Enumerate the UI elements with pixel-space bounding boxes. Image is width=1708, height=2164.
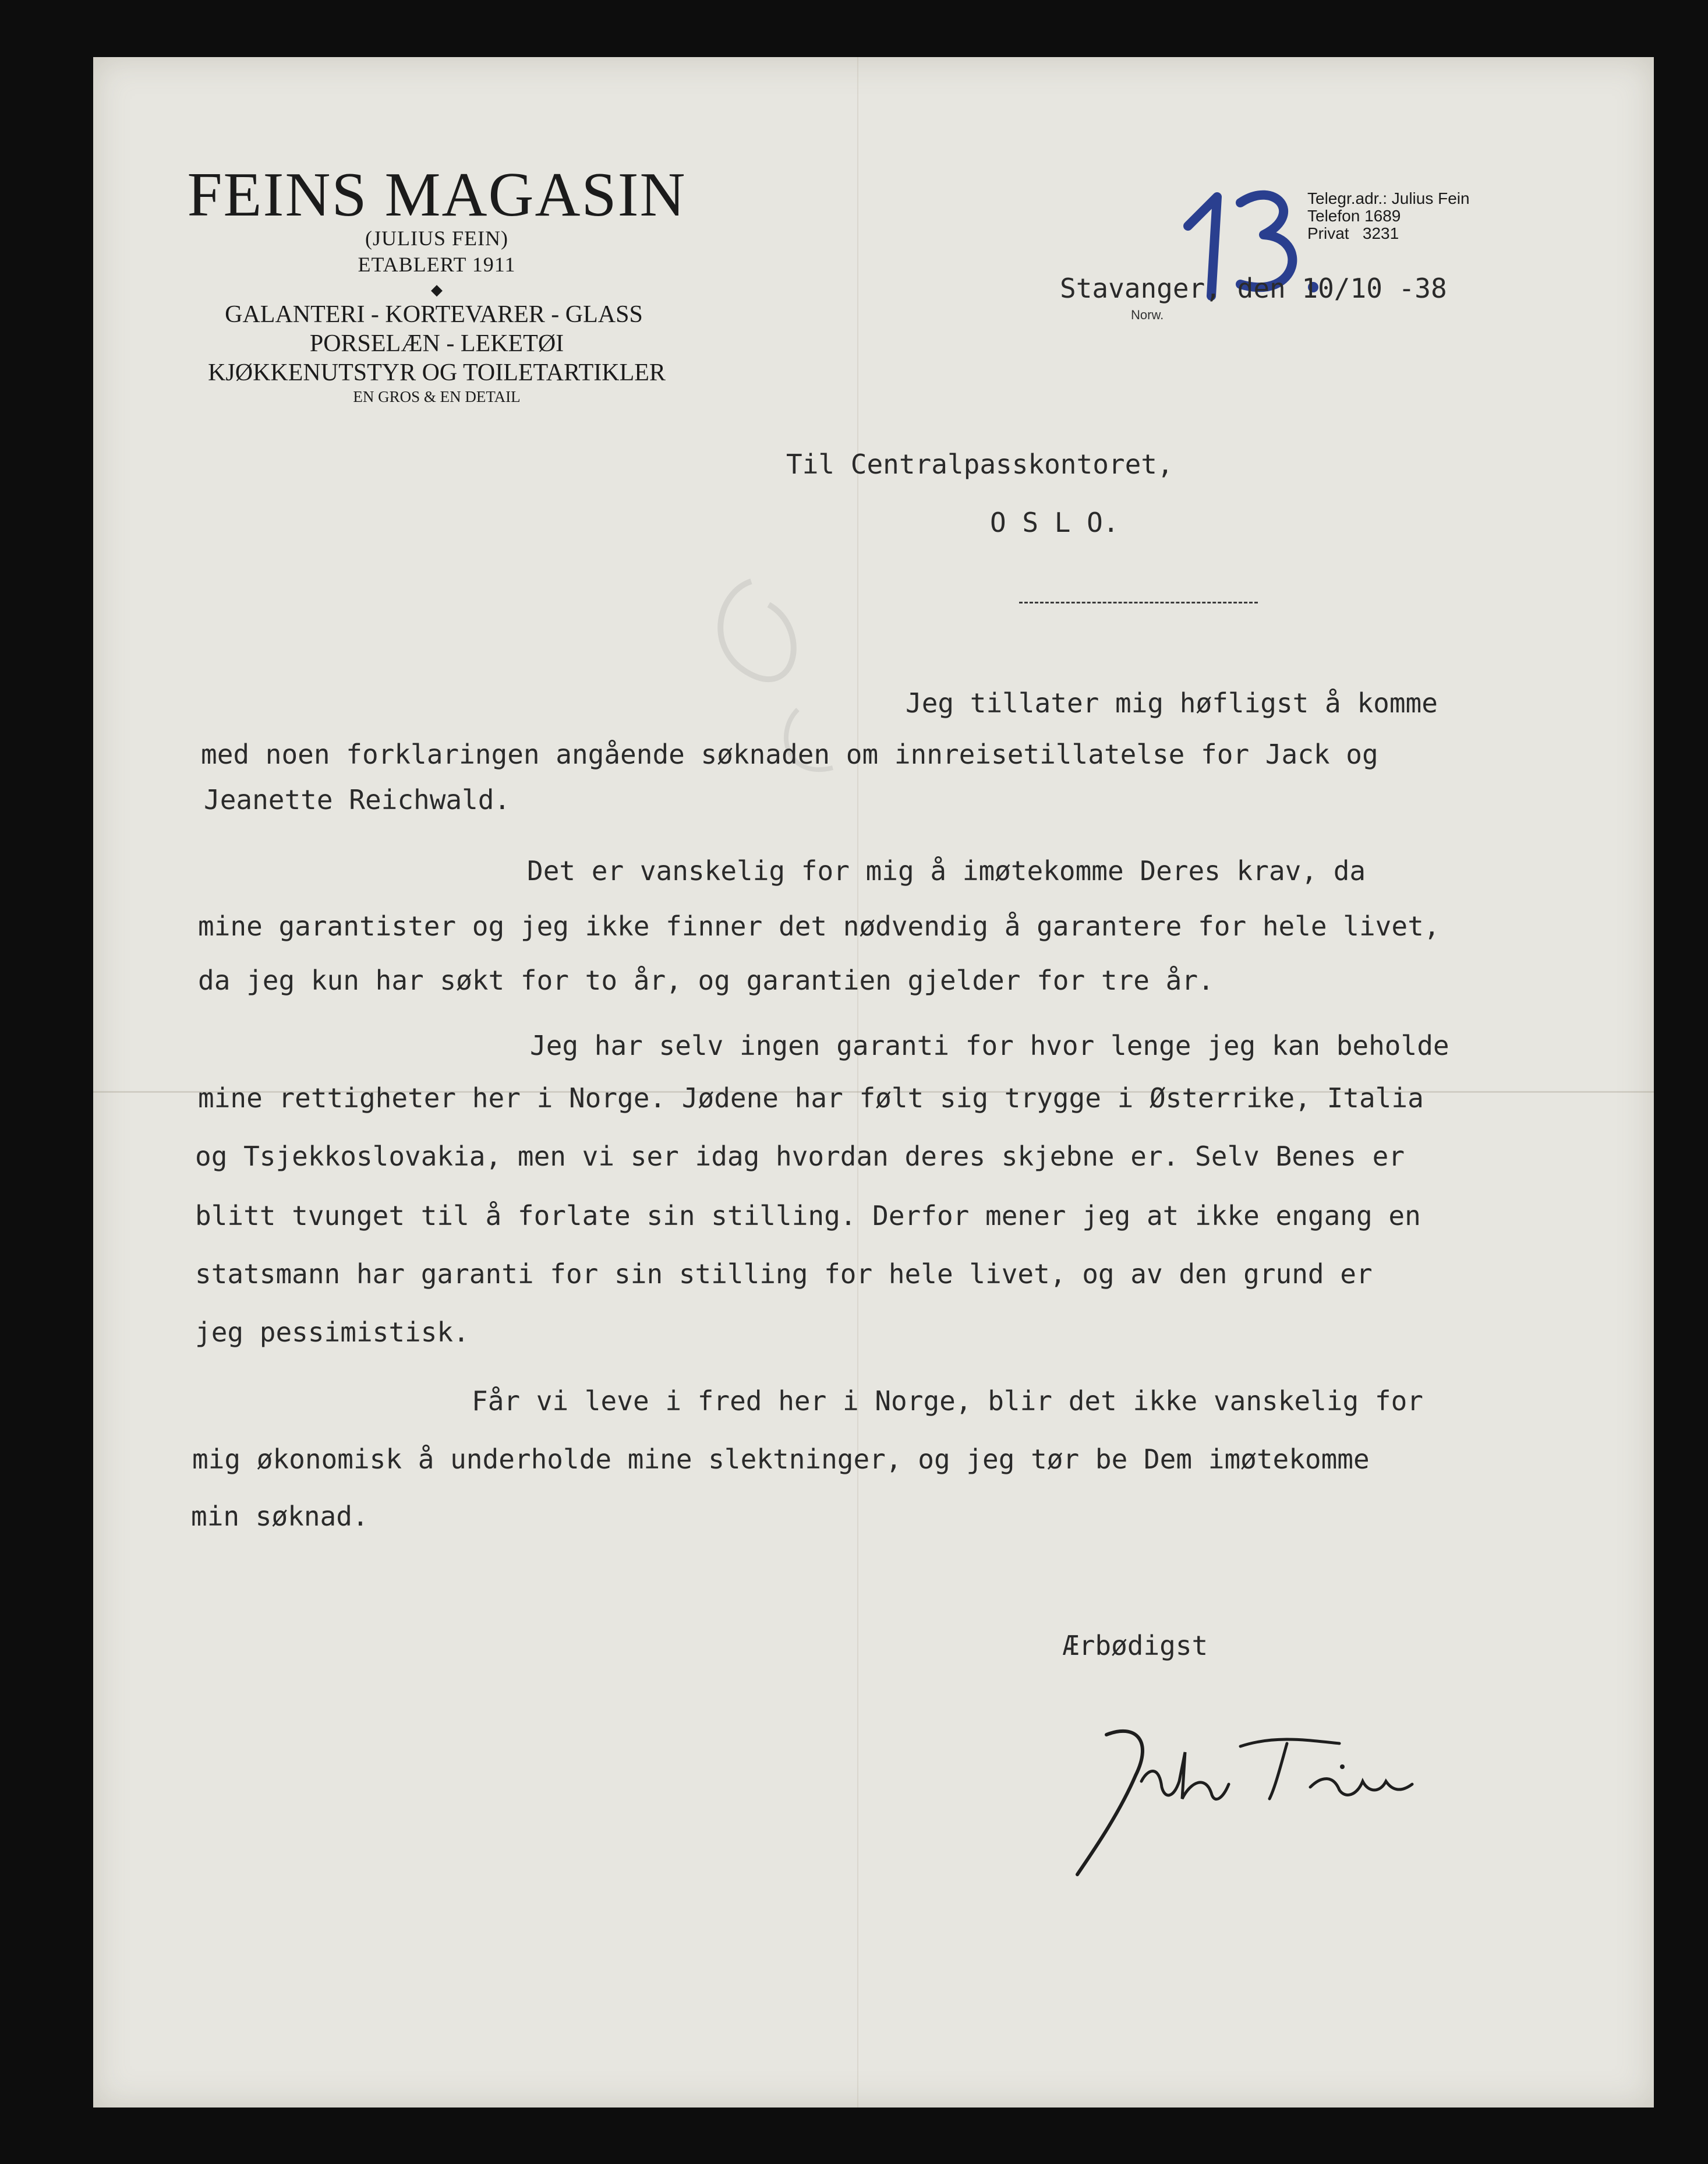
letterhead-products-1: GALANTERI - KORTEVARER - GLASS xyxy=(225,301,643,328)
body-line: Jeanette Reichwald. xyxy=(204,784,511,816)
letterhead-title: FEINS MAGASIN xyxy=(187,160,687,230)
contact-telefon: Telefon 1689 xyxy=(1307,207,1401,225)
body-line: Jeg har selv ingen garanti for hvor lenge jeg kan beholde xyxy=(530,1030,1449,1061)
recipient-underline xyxy=(1019,602,1258,603)
body-line: mig økonomisk å underholde mine slektninger, og jeg tør be Dem imøtekomme xyxy=(192,1443,1370,1475)
contact-privat: Privat 3231 xyxy=(1307,224,1399,242)
body-line: jeg pessimistisk. xyxy=(195,1316,469,1348)
handwritten-signature xyxy=(1066,1711,1508,1880)
body-line: mine rettigheter her i Norge. Jødene har følt sig trygge i Østerrike, Italia xyxy=(198,1082,1424,1114)
letterhead-products-3: KJØKKENUTSTYR OG TOILETARTIKLER xyxy=(208,359,666,386)
recipient-line-2: O S L O. xyxy=(990,507,1119,538)
letterhead-owner: (JULIUS FEIN) xyxy=(365,227,508,250)
body-line: min søknad. xyxy=(191,1501,369,1532)
body-line: med noen forklaringen angående søknaden om innreisetillatelse for Jack og xyxy=(201,739,1378,770)
body-line: blitt tvunget til å forlate sin stilling. Derfor mener jeg at ikke engang en xyxy=(195,1200,1421,1231)
letterhead-established: ETABLERT 1911 xyxy=(358,253,516,276)
place-norw: Norw. xyxy=(1131,308,1164,322)
body-line: Får vi leve i fred her i Norge, blir det ikke vanskelig for xyxy=(472,1385,1423,1417)
place-date: Stavanger, den 10/10 -38 xyxy=(1060,273,1447,304)
body-line: statsmann har garanti for sin stilling for hele livet, og av den grund er xyxy=(195,1258,1373,1290)
closing: Ærbødigst xyxy=(1063,1630,1208,1661)
letterhead-products-2: PORSELÆN - LEKETØI xyxy=(309,330,564,357)
body-line: Jeg tillater mig høfligst å komme xyxy=(906,687,1438,719)
diamond-separator-icon: ◆ xyxy=(431,281,443,298)
contact-telegram: Telegr.adr.: Julius Fein xyxy=(1307,189,1470,207)
body-line: mine garantister og jeg ikke finner det nødvendig å garantere for hele livet, xyxy=(198,910,1440,942)
letter-paper xyxy=(93,57,1654,2107)
body-line: og Tsjekkoslovakia, men vi ser idag hvordan deres skjebne er. Selv Benes er xyxy=(195,1141,1405,1172)
body-line: Det er vanskelig for mig å imøtekomme Deres krav, da xyxy=(527,855,1366,887)
recipient-line-1: Til Centralpasskontoret, xyxy=(786,449,1173,480)
letterhead-trade: EN GROS & EN DETAIL xyxy=(353,388,521,405)
body-line: da jeg kun har søkt for to år, og garantien gjelder for tre år. xyxy=(198,965,1214,996)
